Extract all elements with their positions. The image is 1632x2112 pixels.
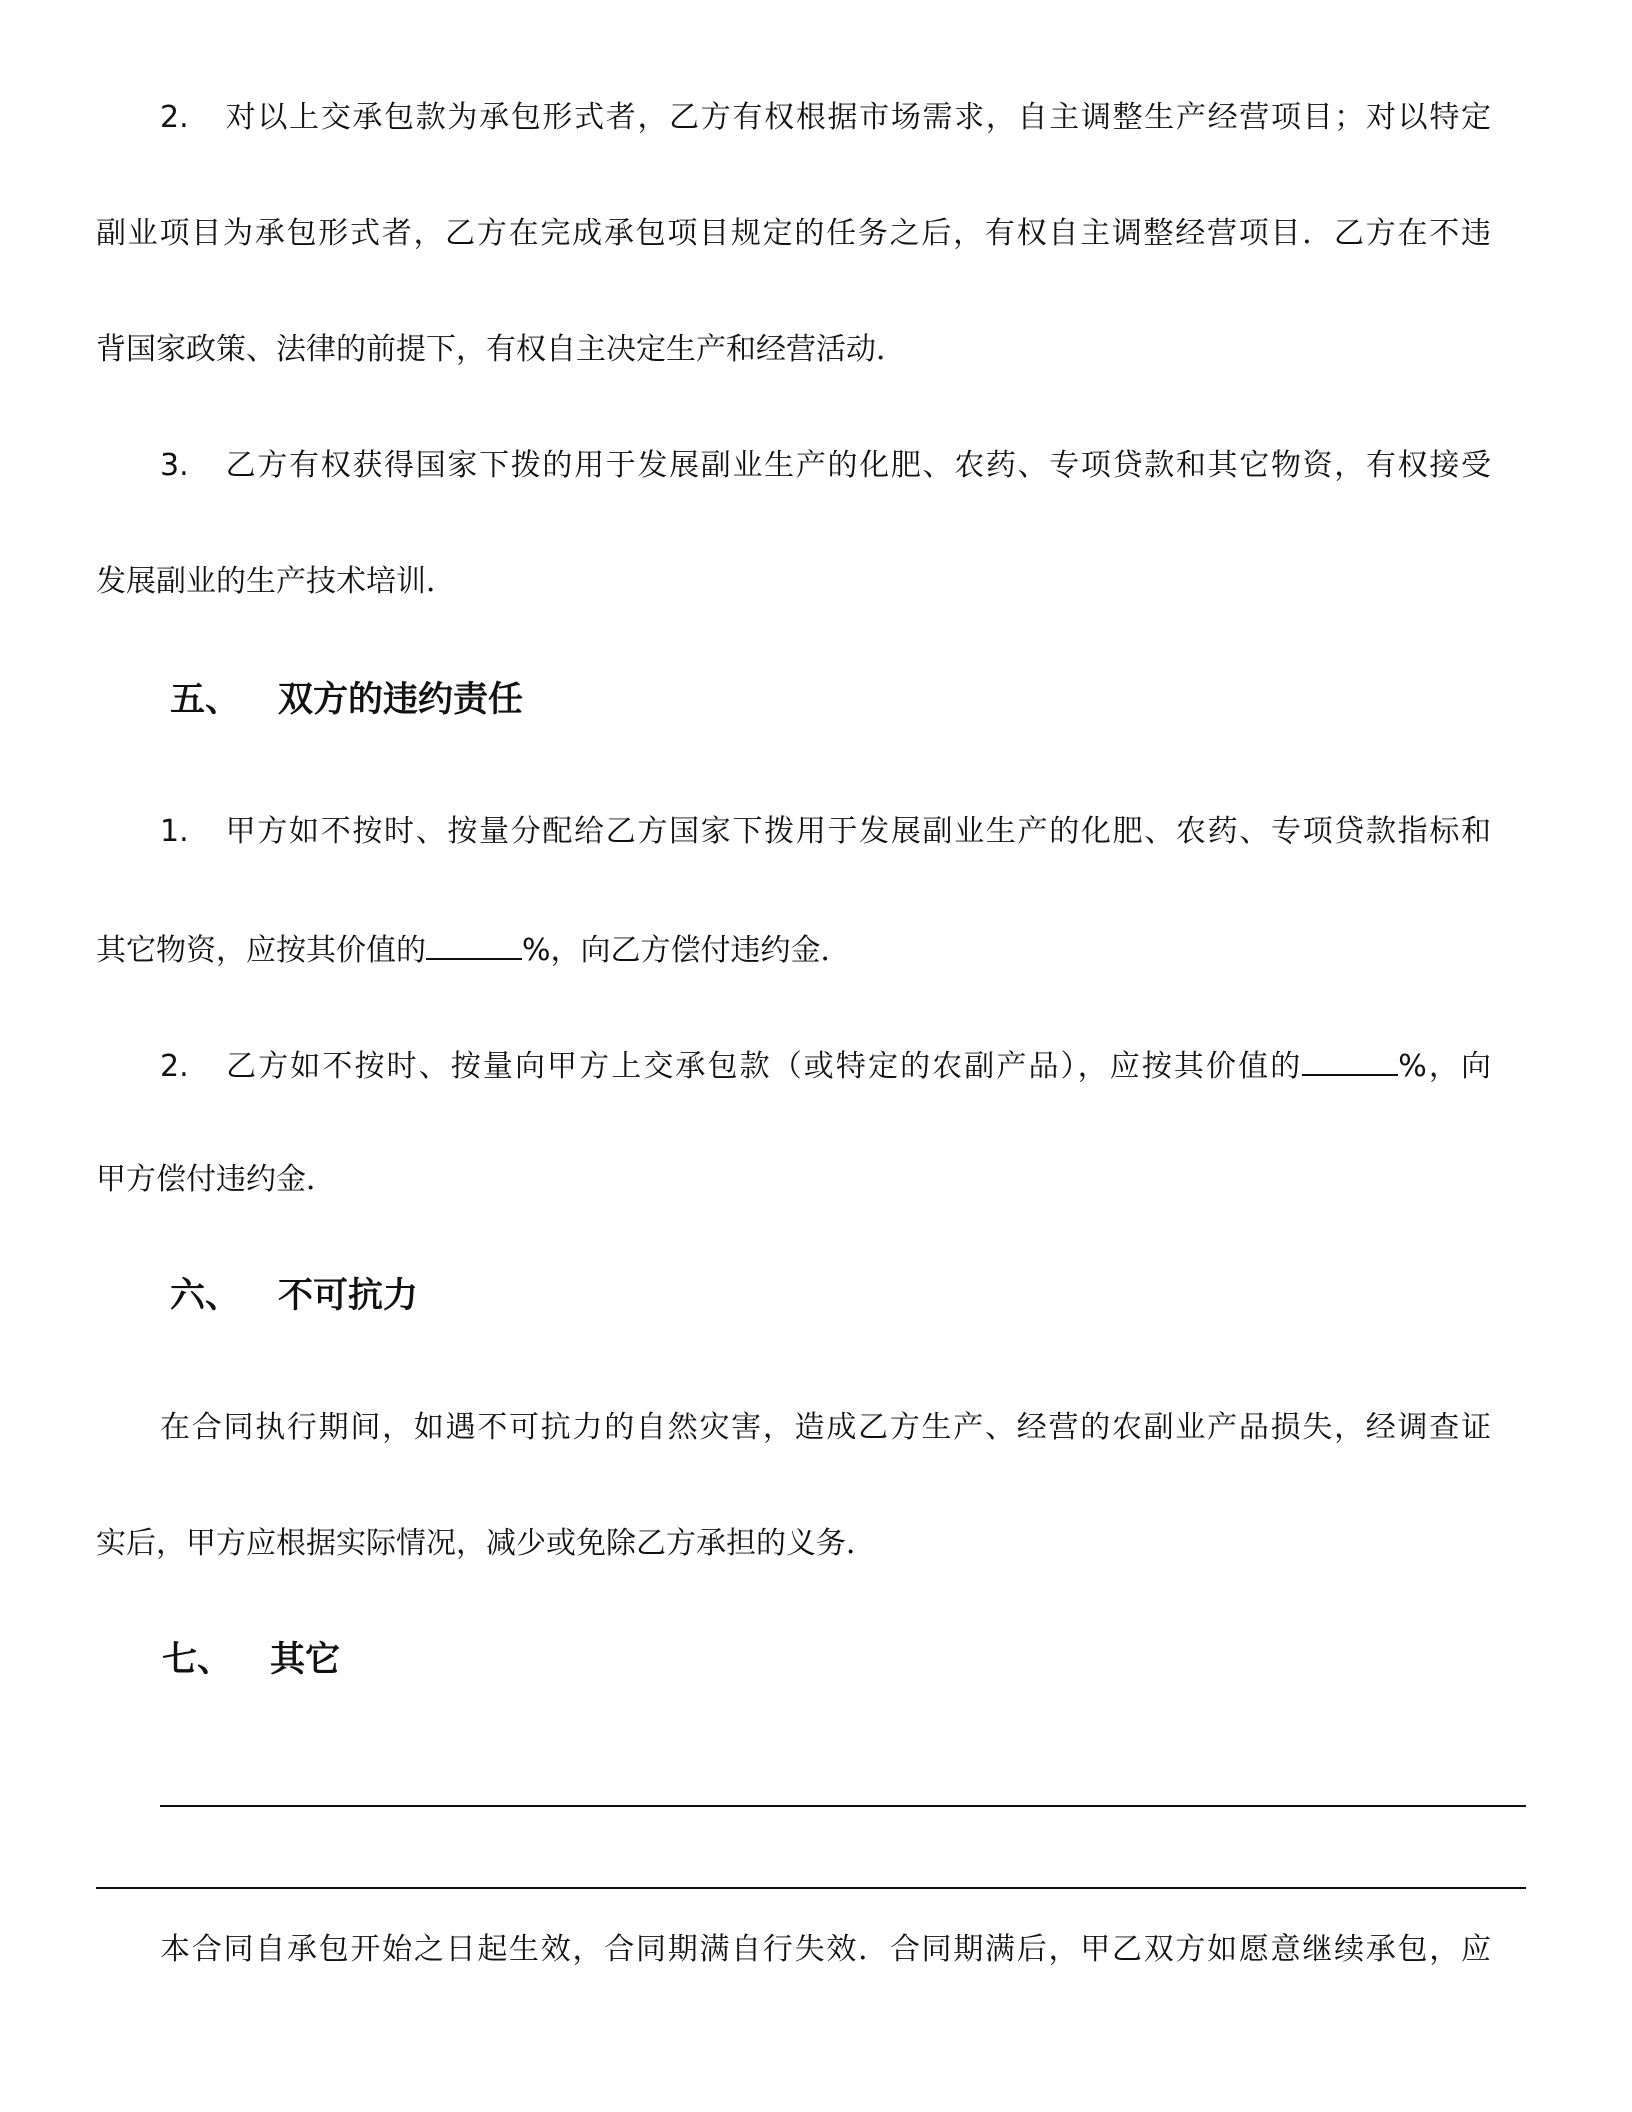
blank-fill-line: [160, 1805, 1526, 1807]
article5-item1-number: 1.: [160, 814, 189, 849]
article4-item3-line1: 3. 乙方有权获得国家下拨的用于发展副业生产的化肥、农药、专项贷款和其它物资，有权接受: [160, 446, 1491, 486]
article6-line2: 实后，甲方应根据实际情况，减少或免除乙方承担的义务．: [96, 1526, 876, 1561]
article5-title: 双方的违约责任: [278, 680, 524, 720]
article6-number: 六、: [170, 1276, 241, 1316]
article5-item1-line2: 其它物资，应按其价值的 %，向乙方偿付违约金．: [96, 928, 1491, 971]
article4-item2-line2: 副业项目为承包形式者，乙方在完成承包项目规定的任务之后，有权自主调整经营项目．乙方在不违: [96, 216, 1491, 251]
article6-title: 不可抗力: [278, 1276, 419, 1316]
article5-item1-line1: 1. 甲方如不按时、按量分配给乙方国家下拨用于发展副业生产的化肥、农药、专项贷款指标和: [160, 812, 1491, 852]
article4-item2-line1: 2. 对以上交承包款为承包形式者，乙方有权根据市场需求，自主调整生产经营项目；对以特定: [160, 98, 1491, 138]
closing-line1: 本合同自承包开始之日起生效，合同期满自行失效．合同期满后，甲乙双方如愿意继续承包，应: [160, 1932, 1491, 1967]
article4-item2-line3: 背国家政策、法律的前提下，有权自主决定生产和经营活动．: [96, 332, 906, 367]
article5-heading: [170, 678, 523, 722]
blank-fill-line: [96, 1887, 1526, 1889]
article5-number: 五、: [170, 680, 241, 720]
article4-item3-line2: 发展副业的生产技术培训．: [96, 564, 456, 599]
fill-in-blank-percentage: [1302, 1044, 1398, 1076]
article7-number: 七、: [162, 1640, 233, 1680]
article5-item2-line1: 2. 乙方如不按时、按量向甲方上交承包款（或特定的农副产品），应按其价值的 %，向: [160, 1044, 1491, 1087]
article5-item2-number: 2.: [160, 1049, 189, 1084]
article7-title: 其它: [270, 1640, 341, 1680]
fill-in-blank-percentage: [426, 928, 522, 960]
article4-item3-number: 3.: [160, 448, 189, 483]
article7-heading: [162, 1638, 340, 1682]
article6-line1: 在合同执行期间，如遇不可抗力的自然灾害，造成乙方生产、经营的农副业产品损失，经调查证: [160, 1410, 1491, 1445]
article5-item2-line2: 甲方偿付违约金．: [96, 1162, 336, 1197]
article6-heading: [170, 1274, 418, 1318]
article4-item2-number: 2.: [160, 100, 189, 135]
